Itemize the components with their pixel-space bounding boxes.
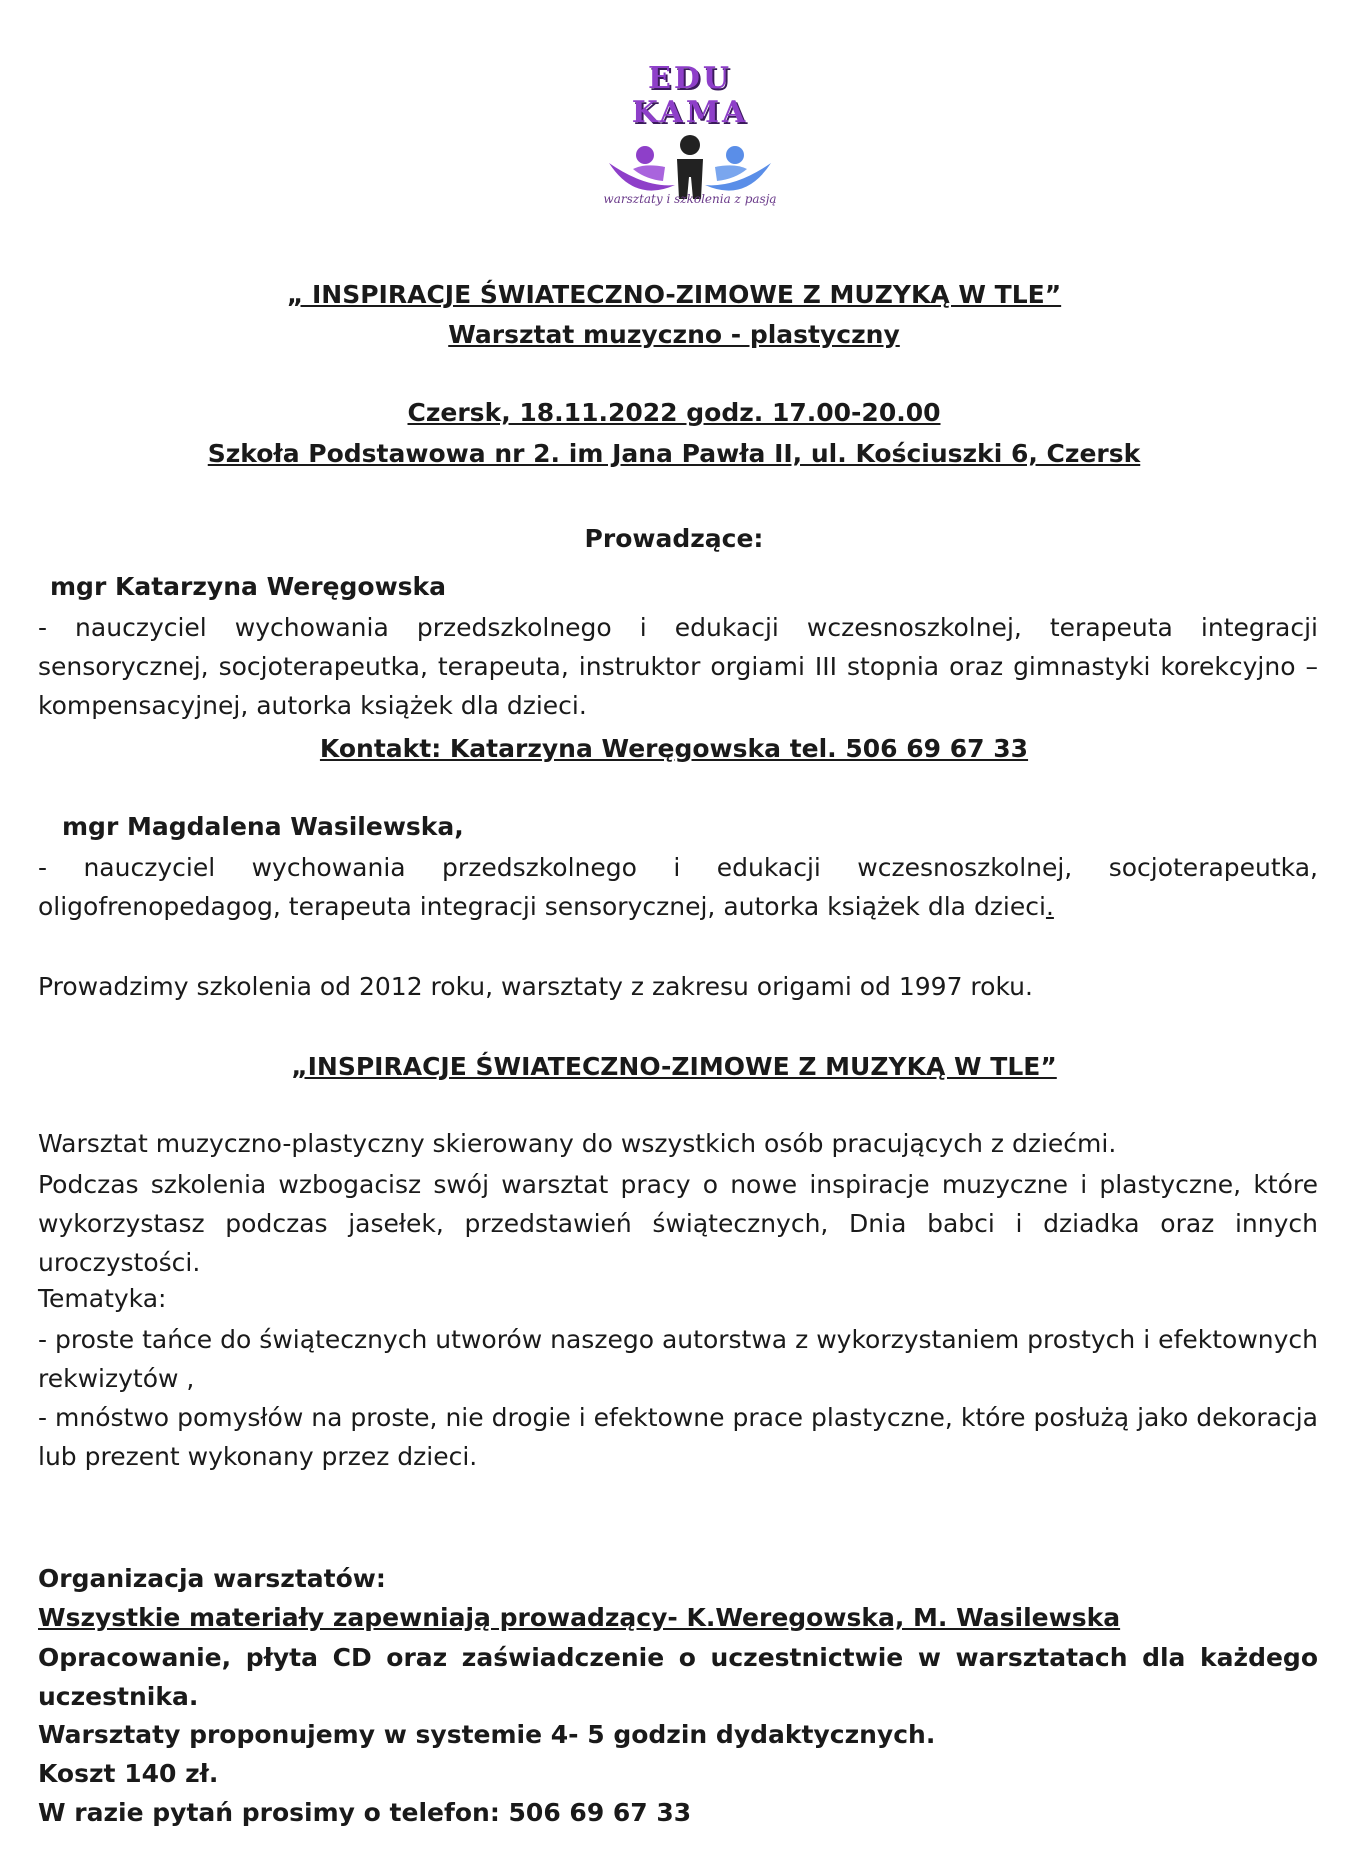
trainer2-description [38,848,1318,926]
included-note: Opracowanie, płyta CD oraz zaświadczenie o uczestnictwie w warsztatach dla każdego uczestnika. [38,1643,1318,1711]
topic-item-2: - mnóstwo pomysłów na proste, nie drogie i efektowne prace plastyczne, które posłużą jako dekoracja lub prezent wykonany przez dzieci. [38,1403,1318,1471]
program-title: „INSPIRACJE ŚWIATECZNO-ZIMOWE Z MUZYKĄ W TLE” [291,1052,1057,1081]
page-subtitle: Warsztat muzyczno - plastyczny [448,320,900,349]
organization-heading: Organizacja warsztatów: [38,1564,386,1593]
logo-word-kama: KAMA [631,95,749,130]
logo-word-edu: EDU [647,61,733,96]
trainer1-description: - nauczyciel wychowania przedszkolnego i edukacji wczesnoszkolnej, terapeuta integracji sensorycznej, socjoterapeutka, terapeuta, instruktor orgiami III stopnia oraz gimnastyki korekcyjno – kompensacyjnej, autorka książek dla dzieci. [38,613,1318,720]
topic-item-1: - proste tańce do świątecznych utworów naszego autorstwa z wykorzystaniem prostych i efektownych rekwizytów , [38,1325,1318,1393]
trainer2-description-text: - nauczyciel wychowania przedszkolnego i edukacji wczesnoszkolnej, socjoterapeutka, oligofrenopedagog, terapeuta integracji sensorycznej, autorka książek dla dzieci [38,853,1318,921]
materials-note: Wszystkie materiały zapewniają prowadzący- K.Weregowska, M. Wasilewska [38,1603,1121,1632]
program-description: Podczas szkolenia wzbogacisz swój warsztat pracy o nowe inspiracje muzyczne i plastyczne, które wykorzystasz podczas jasełek, przedstawień świątecznych, Dnia babci i dziadka oraz innych uroczystości. [38,1170,1318,1277]
trainers-heading: Prowadzące: [584,524,764,553]
venue-line: Szkoła Podstawowa nr 2. im Jana Pawła II, ul. Kościuszki 6, Czersk [207,439,1141,468]
page-title: „ INSPIRACJE ŚWIATECZNO-ZIMOWE Z MUZYKĄ W TLE” [286,280,1062,309]
topics-label: Tematyka: [38,1284,167,1313]
phone-note: W razie pytań prosimy o telefon: 506 69 67 33 [38,1798,692,1827]
trainer1-contact: Kontakt: Katarzyna Weręgowska tel. 506 69 67 33 [319,734,1029,763]
logo [565,55,815,220]
trainer2-description-end: . [1045,892,1054,921]
program-intro: Warsztat muzyczno-plastyczny skierowany do wszystkich osób pracujących z dziećmi. [38,1129,1117,1158]
logo-tagline: warsztaty i szkolenia z pasją [603,192,777,206]
duration-note: Warsztaty proponujemy w systemie 4- 5 godzin dydaktycznych. [38,1720,936,1749]
experience-note: Prowadzimy szkolenia od 2012 roku, warsztaty z zakresu origami od 1997 roku. [38,972,1033,1001]
trainer1-name: mgr Katarzyna Weręgowska [50,572,447,601]
cost-note: Koszt 140 zł. [38,1759,219,1788]
date-line: Czersk, 18.11.2022 godz. 17.00-20.00 [407,398,941,427]
trainer2-name: mgr Magdalena Wasilewska, [62,812,464,841]
